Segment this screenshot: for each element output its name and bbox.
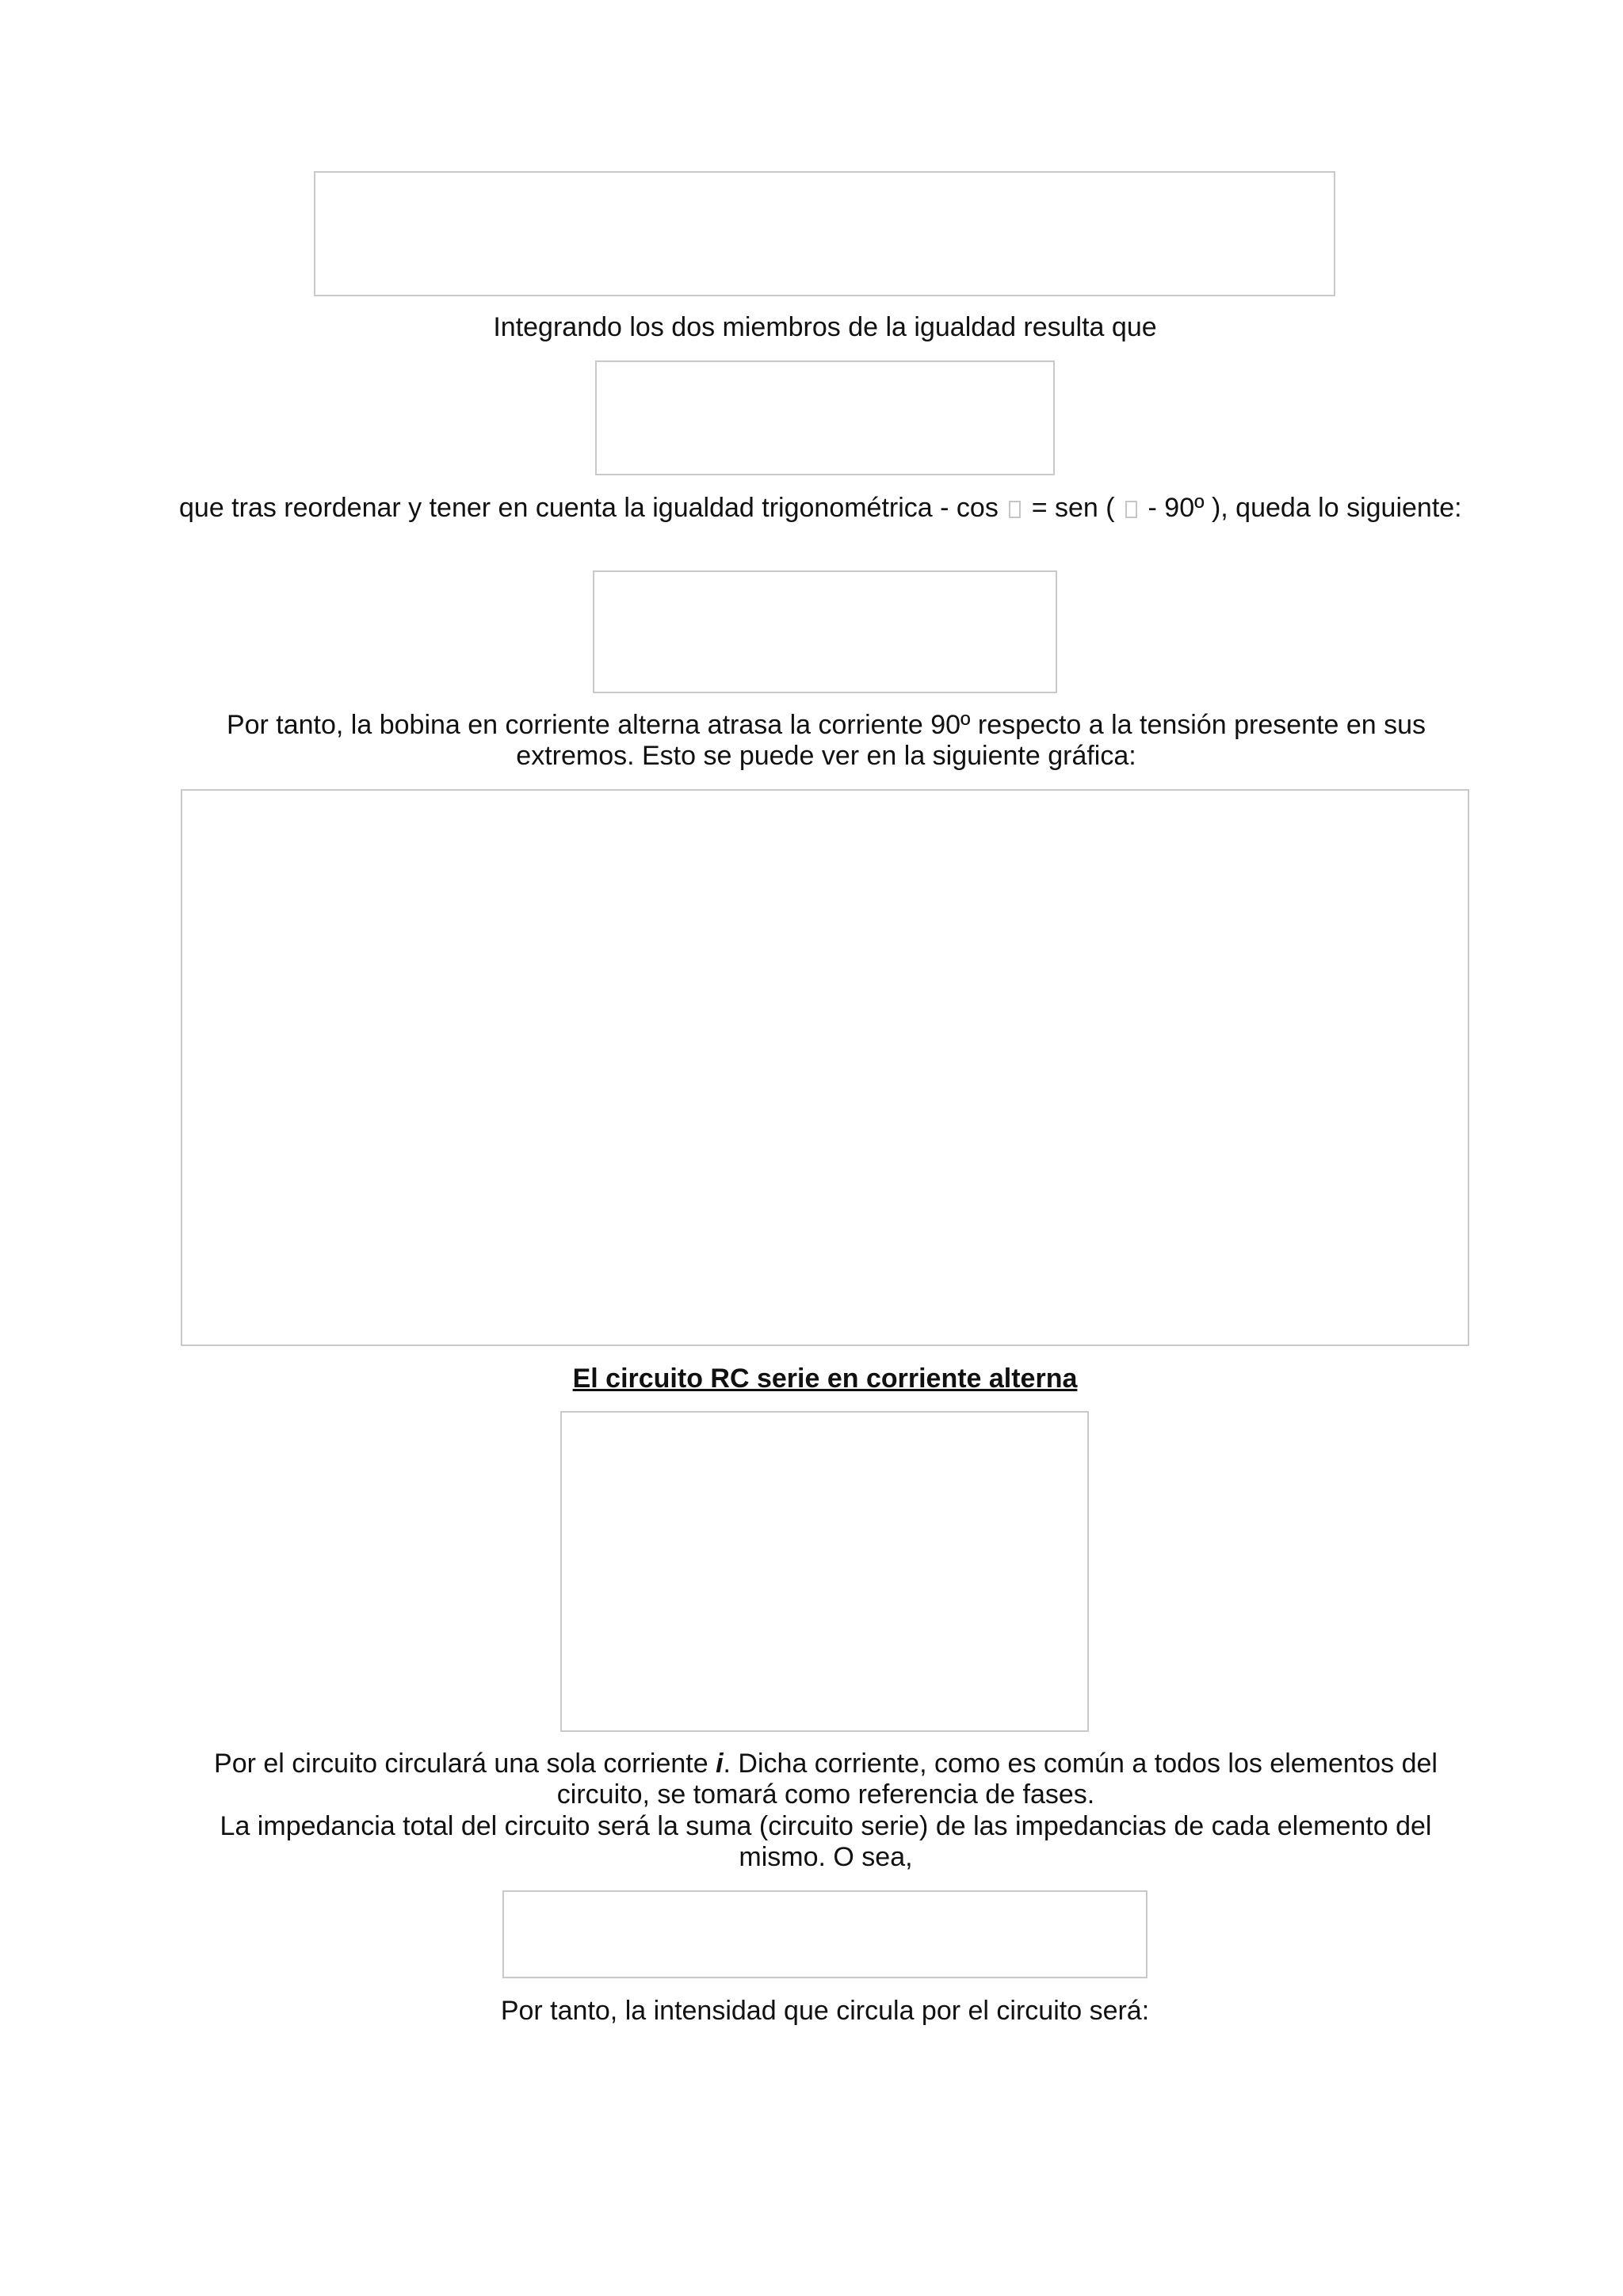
circuit-diagram-image bbox=[560, 1411, 1089, 1732]
missing-glyph-icon bbox=[1009, 501, 1021, 518]
paragraph-text: = sen ( bbox=[1031, 493, 1115, 523]
paragraph-integrando: Integrando los dos miembros de la igualdad resulta que bbox=[493, 312, 1157, 342]
graph-image bbox=[181, 789, 1469, 1346]
equation-image bbox=[502, 1890, 1148, 1978]
missing-glyph-icon bbox=[1125, 501, 1137, 518]
paragraph-text: . Dicha corriente, como es común a todos los elementos del circuito, se tomará como referencia de fases. bbox=[556, 1749, 1438, 1810]
paragraph-text: - 90º ), queda lo siguiente: bbox=[1148, 493, 1462, 523]
paragraph-reordenar bbox=[179, 493, 1473, 524]
equation-image bbox=[593, 570, 1057, 693]
equation-image bbox=[314, 171, 1335, 296]
paragraph-circula bbox=[187, 1749, 1465, 1810]
section-heading: El circuito RC serie en corriente alterna bbox=[572, 1363, 1078, 1394]
paragraph-text: que tras reordenar y tener en cuenta la igualdad trigonométrica - cos bbox=[179, 493, 999, 523]
paragraph-intensidad: Por tanto, la intensidad que circula por el circuito será: bbox=[500, 1996, 1150, 2026]
paragraph-text: Por el circuito circulará una sola corriente bbox=[214, 1749, 708, 1779]
equation-image bbox=[595, 360, 1055, 475]
paragraph-bobina: Por tanto, la bobina en corriente alterna atrasa la corriente 90º respecto a la tensión presente en sus extremos. Esto se puede ver en la siguiente gráfica: bbox=[226, 710, 1426, 771]
paragraph-impedancia: La impedancia total del circuito será la suma (circuito serie) de las impedancias de cada elemento del mismo. O sea, bbox=[220, 1811, 1432, 1872]
variable-i: i bbox=[716, 1749, 724, 1779]
